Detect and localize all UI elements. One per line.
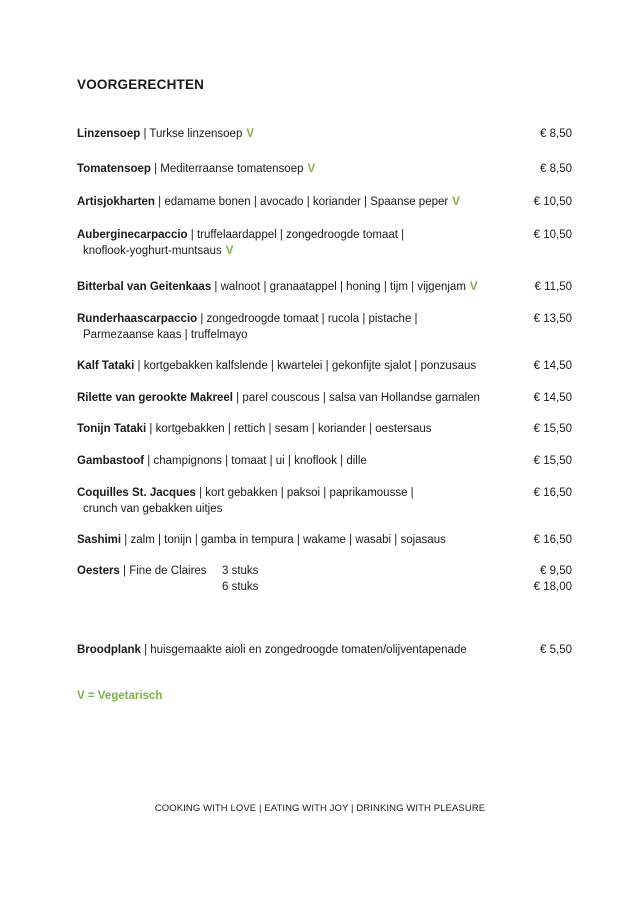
menu-item-sashimi: [77, 532, 572, 548]
item-name: Tonijn Tataki: [77, 423, 147, 435]
item-price: € 14,50: [533, 392, 572, 404]
item-name: Artisjokharten: [77, 196, 155, 208]
oyster-prices: [512, 563, 572, 595]
menu-item-rilette-makreel: [77, 390, 572, 406]
footer-tagline: COOKING WITH LOVE | EATING WITH JOY | DRINKING WITH PLEASURE: [154, 803, 486, 814]
item-description: | edamame bonen | avocado | koriander | Spaanse peper: [154, 196, 449, 208]
item-description: | Fine de Claires: [119, 565, 207, 577]
item-price: € 16,50: [533, 534, 572, 546]
item-price: € 18,00: [533, 581, 572, 593]
item-price: € 8,50: [540, 163, 572, 175]
item-name: Coquilles St. Jacques: [77, 487, 196, 499]
item-description-continued: Parmezaanse kaas | truffelmayo: [83, 329, 248, 341]
item-name: Tomatensoep: [77, 163, 151, 175]
item-description: | kortgebakken kalfslende | kwartelei | gekonfijte sjalot | ponzusaus: [134, 360, 477, 372]
item-price: € 8,50: [540, 128, 572, 140]
item-name: Linzensoep: [77, 128, 141, 140]
item-description: | Mediterraanse tomatensoep: [150, 163, 304, 175]
item-description: | truffelaardappel | zongedroogde tomaat |: [187, 229, 405, 241]
vegetarian-legend: V = Vegetarisch: [77, 690, 163, 702]
vegetarian-mark: V: [225, 245, 234, 257]
menu-item-kalf-tataki: [77, 358, 572, 374]
item-price: € 13,50: [533, 313, 572, 325]
item-description: | parel couscous | salsa van Hollandse garnalen: [232, 392, 480, 404]
item-description: | champignons | tomaat | ui | knoflook | dille: [144, 455, 367, 467]
menu-item-gambastoof: [77, 453, 572, 469]
menu-item-tonijn-tataki: [77, 421, 572, 437]
section-title: VOORGERECHTEN: [77, 77, 205, 92]
item-description: | zalm | tonijn | gamba in tempura | wakame | wasabi | sojasaus: [121, 534, 446, 546]
item-description: | Turkse linzensoep: [140, 128, 243, 140]
menu-item-tomatensoep: [77, 161, 572, 177]
menu-item-coquilles: [77, 485, 572, 517]
menu-item-bitterbal-geitenkaas: [77, 279, 572, 295]
item-description: | walnoot | granaatappel | honing | tijm | vijgenjam: [211, 281, 466, 293]
item-name: Kalf Tataki: [77, 360, 135, 372]
oyster-option-label: 6 stuks: [222, 581, 259, 593]
item-description-continued: knoflook-yoghurt-muntsaus: [83, 245, 222, 257]
item-price: € 9,50: [540, 565, 572, 577]
vegetarian-mark: V: [246, 128, 255, 140]
item-price: € 16,50: [533, 487, 572, 499]
vegetarian-mark: V: [452, 196, 460, 208]
oyster-options: [222, 563, 258, 595]
menu-item-auberginecarpaccio: [77, 227, 572, 259]
item-name: Oesters: [77, 565, 120, 577]
item-price: € 14,50: [533, 360, 572, 372]
item-name: Runderhaascarpaccio: [77, 313, 198, 325]
item-name: Rilette van gerookte Makreel: [77, 392, 233, 404]
item-price: € 15,50: [533, 455, 572, 467]
item-description: | huisgemaakte aioli en zongedroogde tomaten/olijventapenade: [140, 644, 467, 656]
item-description: | kortgebakken | rettich | sesam | koriander | oestersaus: [146, 423, 432, 435]
item-price: € 15,50: [533, 423, 572, 435]
item-name: Sashimi: [77, 534, 122, 546]
item-price: € 5,50: [540, 644, 572, 656]
vegetarian-mark: V: [307, 163, 316, 175]
menu-item-artisjokharten: [77, 194, 572, 210]
item-name: Broodplank: [77, 644, 141, 656]
item-description: | kort gebakken | paksoi | paprikamousse |: [195, 487, 414, 499]
item-name: Bitterbal van Geitenkaas: [77, 281, 212, 293]
item-price: € 10,50: [533, 196, 572, 208]
menu-item-oesters: [77, 563, 572, 597]
item-description-continued: crunch van gebakken uitjes: [83, 503, 223, 515]
item-description: | zongedroogde tomaat | rucola | pistache |: [197, 313, 418, 325]
item-price: € 11,50: [534, 281, 572, 293]
item-price: € 10,50: [533, 229, 572, 241]
oyster-option-label: 3 stuks: [222, 565, 259, 577]
item-name: Auberginecarpaccio: [77, 229, 188, 241]
menu-item-linzensoep: [77, 126, 572, 142]
item-name: Gambastoof: [77, 455, 145, 467]
menu-item-runderhaascarpaccio: [77, 311, 572, 343]
menu-item-broodplank: [77, 642, 572, 658]
vegetarian-mark: V: [469, 281, 478, 293]
